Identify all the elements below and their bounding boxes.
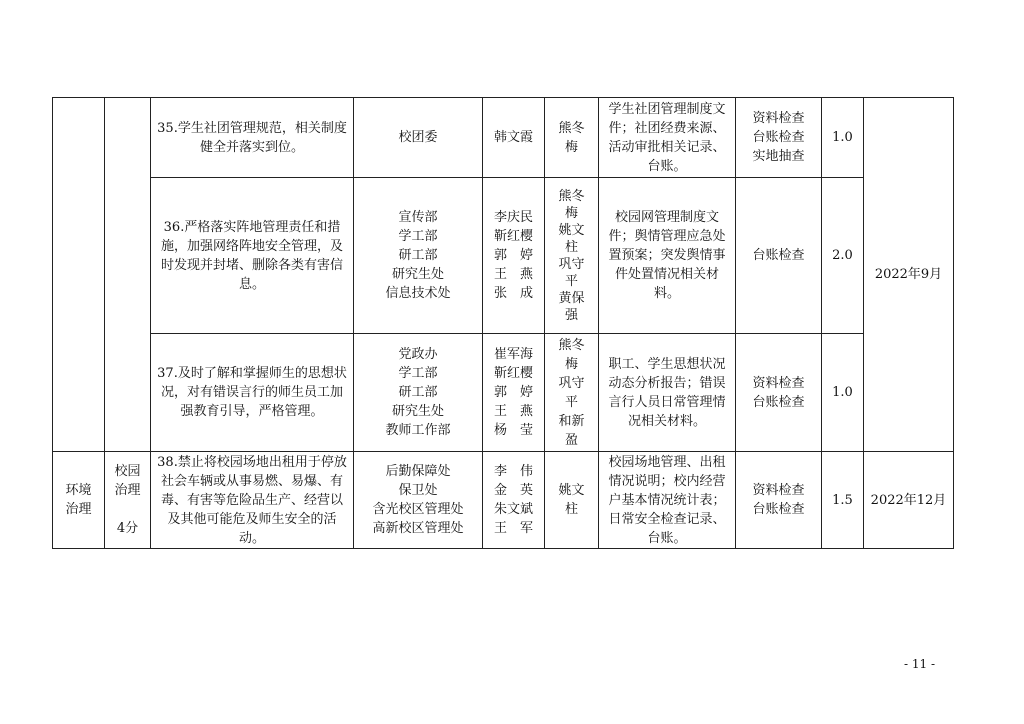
owner-cell: 崔军海 靳红樱 郭 婷 王 燕 杨 莹 [483,334,545,452]
category-cell [53,98,105,452]
leader-cell: 熊冬 梅 [545,98,599,178]
leader-cell: 熊冬 梅 姚文 柱 巩守 平 黄保 强 [545,178,599,334]
department-cell: 党政办 学工部 研工部 研究生处 教师工作部 [354,334,483,452]
owner-cell: 李 伟 金 英 朱文斌 王 军 [483,452,545,549]
materials-cell: 职工、学生思想状况动态分析报告；错误言行人员日常管理情况相关材料。 [599,334,736,452]
subcategory-cell: 校园 治理 4分 [105,452,151,549]
materials-cell: 校园网管理制度文件；舆情管理应急处置预案；突发舆情事件处置情况相关材料。 [599,178,736,334]
score-cell: 1.0 [822,334,864,452]
page-number: - 11 - [904,657,936,671]
department-cell: 校团委 [354,98,483,178]
department-cell: 宣传部 学工部 研工部 研究生处 信息技术处 [354,178,483,334]
leader-cell: 姚文 柱 [545,452,599,549]
score-cell: 2.0 [822,178,864,334]
method-cell: 台账检查 [736,178,822,334]
deadline-cell: 2022年9月 [864,98,954,452]
method-cell: 资料检查 台账检查 [736,334,822,452]
item-cell: 38.禁止将校园场地出租用于停放社会车辆或从事易燃、易爆、有毒、有害等危险品生产、经营以及其他可能危及师生安全的活动。 [151,452,354,549]
method-cell: 资料检查 台账检查 实地抽查 [736,98,822,178]
item-cell: 35.学生社团管理规范，相关制度健全并落实到位。 [151,98,354,178]
deadline-cell: 2022年12月 [864,452,954,549]
method-cell: 资料检查 台账检查 [736,452,822,549]
item-cell: 36.严格落实阵地管理责任和措施，加强网络阵地安全管理，及时发现并封堵、删除各类有害信息。 [151,178,354,334]
category-cell: 环境 治理 [53,452,105,549]
materials-cell: 学生社团管理制度文件；社团经费来源、活动审批相关记录、台账。 [599,98,736,178]
table-row [53,334,954,452]
table-row [53,98,954,178]
score-cell: 1.0 [822,98,864,178]
materials-cell: 校园场地管理、出租情况说明；校内经营户基本情况统计表；日常安全检查记录、台账。 [599,452,736,549]
item-cell: 37.及时了解和掌握师生的思想状况，对有错误言行的师生员工加强教育引导，严格管理。 [151,334,354,452]
leader-cell: 熊冬 梅 巩守 平 和新 盈 [545,334,599,452]
owner-cell: 韩文霞 [483,98,545,178]
subcategory-cell [105,98,151,452]
owner-cell: 李庆民 靳红樱 郭 婷 王 燕 张 成 [483,178,545,334]
score-cell: 1.5 [822,452,864,549]
assessment-table [52,97,954,549]
table-row [53,178,954,334]
department-cell: 后勤保障处 保卫处 含光校区管理处 高新校区管理处 [354,452,483,549]
table-row [53,452,954,549]
